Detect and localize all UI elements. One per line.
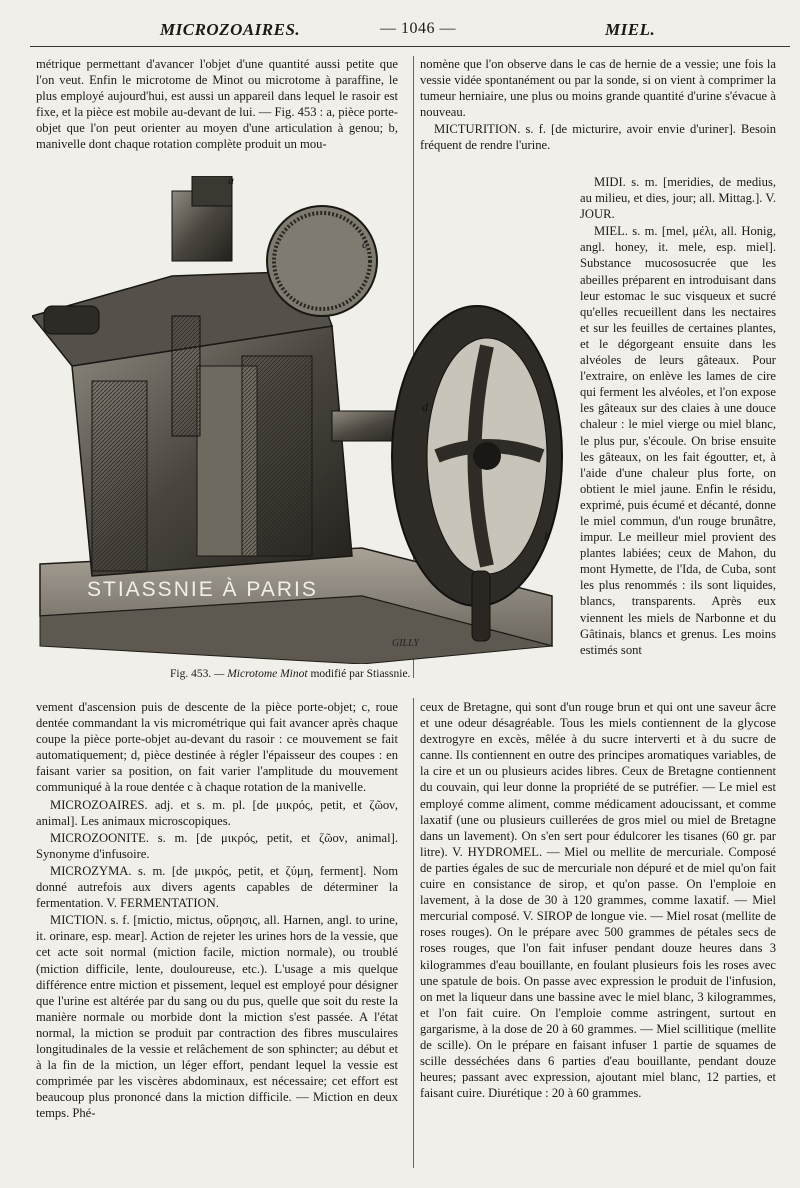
entry-miel: MIEL. s. m. [mel, μέλι, all. Honig, angl. honey, it. mele, esp. miel]. Substance mucososucrée que les abeilles préparent en introduisant dans leur estomac le suc visqueux et sucré qu'elles recueillent dans les nectaires et sur les feuilles de certaines plantes, et le dégorgeant ensuite dans les alvéoles de leurs gâteaux. Pour l'extraire, on enlève les lames de cire qui ferment les alvéoles, et l'on expose les gâteaux sur des claies à une douce chaleur : le miel vierge ou miel blanc, le plus pur, s'écoule. On brise ensuite les gâteaux, on les fait égoutter, et, à l'aide d'une chaleur plus forte, on obtient le miel jaune. Enfin le résidu, exprimé, puis écumé et décanté, donne le miel commun, d'un rouge brunâtre, impur. Le meilleur miel provient des plantes labiées; ceux de Mahon, du mont Hymette, de l'Ida, de Cuba, sont les plus renommés : ils sont liquides, blancs, transparents. Après eux viennent les miels de Narbonne et du Gâtinais, blancs et grenus. Les moins estimés sont (580, 224, 776, 657)
caption-rest: modifié par Stiassnie. (310, 668, 411, 680)
right-column-beside-figure (580, 174, 776, 658)
entry-microzoonite: MICROZOONITE. s. m. [de μικρός, petit, et ζῶον, animal]. Synonyme d'infusoire. (36, 830, 398, 861)
caption-number: Fig. 453. (170, 668, 212, 680)
paragraph: nomène que l'on observe dans le cas de hernie de a vessie; une fois la vessie vidée spontanément ou par la sonde, si on vient à comprimer la tumeur herniaire, une plus ou moins grande quantité d'urine s'évacue à nouveau. (420, 57, 776, 120)
entry-micturition (420, 121, 776, 153)
caption-title: — Microtome Minot (214, 668, 308, 680)
entry-midi: MIDI. s. m. [meridies, de medius, au milieu, et dies, jour; all. Mittag.]. V. JOUR. (580, 175, 776, 222)
right-column-top-narrow (420, 56, 776, 154)
column-divider-lower (413, 698, 414, 1168)
left-column-bottom (36, 699, 398, 1121)
figure-letter-c: c (362, 237, 368, 251)
header-rule (30, 46, 790, 47)
figure-letter-a: a (228, 176, 234, 187)
figure-letter-b: b (544, 529, 550, 543)
paragraph: métrique permettant d'avancer l'objet d'une quantité aussi petite que l'on veut. Enfin le microtome de Minot ou microtome à paraffine, le plus employé aujourd'hui, est aussi un appareil dans lequel le rasoir est fixe, et la pièce est mobile au-devant de lui. — Fig. 453 : a, pièce porte-objet que l'on peut orienter au moyen d'une articulation à genou; b, manivelle dont chaque rotation complète produit un mou- (36, 57, 398, 152)
paragraph: ceux de Bretagne, qui sont d'un rouge brun et qui ont une saveur âcre et une odeur désagréable. Tous les miels contiennent de la glycose dextrogyre en excès, mêlée à du sucre interverti et à du sucre de canne. Ils contiennent en outre des principes aromatiques variables, de la cire et un ou plusieurs acides libres. Ceux de Bretagne contiennent du couvain, qui leur donne la propriété de se putréfier. — Le miel est employé comme aliment, comme médicament adoucissant, et comme laxatif (une ou plusieurs cuillerées de gros miel ou miel de Bretagne dans un lavement). On s'en sert pour édulcorer les tisanes (60 gr. par litre). V. HYDROMEL. — Miel ou mellite de mercuriale. Composé de parties égales de suc de mercuriale non dépuré et de miel qu'on fait cuire en consistance de sirop, et qu'on passe. On l'emploie en lavement, à la dose de 30 à 120 grammes, comme laxatif. — Miel mercurial composé. V. SIROP de longue vie. — Miel rosat (mellite de roses rouges). On le prépare avec 500 grammes de pétales secs de roses rouges, que l'on fait infuser pendant douze heures dans 3 kilogrammes d'eau bouillante, en foulant plusieurs fois les roses avec une spatule de bois. On passe avec expression le produit de l'infusion, on met la liqueur dans une bassine avec le miel blanc, 3 kilogrammes, et l'on fait cuire. On l'emploie comme astringent, surtout en gargarisme, à la dose de 20 à 60 grammes. — Miel scillitique (mellite de scille). On le prépare en faisant infuser 1 partie de squames de scille desséchées dans 6 parties d'eau bouillante, pendant douze heures; passant avec expression, ajoutant miel blanc, 12 parties, et faisant cuire. Diurétique : 20 à 60 grammes. (420, 700, 776, 1101)
header-left-word: MICROZOAIRES. (160, 20, 301, 39)
header-right-word: MIEL. (605, 20, 656, 39)
engraver-signature: GILLY (392, 638, 420, 649)
page-number: — 1046 — (380, 20, 456, 37)
running-header (30, 20, 790, 46)
entry-miction: MICTION. s. f. [mictio, mictus, οὔρησις, all. Harnen, angl. to urine, it. orinare, esp. mear]. Action de rejeter les urines hors de la vessie, que cet acte soit normal (miction facile, miction normale), ou troublé (miction difficile, lente, douloureuse, etc.). L'usage a mis quelque différence entre miction et pissement, lequel est employé pour désigner que l'urine est altérée par du sang ou du pus, quelle que soit du reste la manière normale ou morbide dont la miction s'est passée. A l'état normal, la miction se produit par contraction des fibres musculaires longitudinales de la vessie et relâchement de son sphincter; au début et à la fin de la miction, un léger effort, pendant lequel la vessie est comprimée par les viscères abdominaux, est nécessaire; cet effort est beaucoup plus prononcé dans la miction difficile. — Miction en deux temps. Phé- (36, 913, 398, 1121)
entry-microzoaires: MICROZOAIRES. adj. et s. m. pl. [de μικρός, petit, et ζῶον, animal]. Les animaux microscopiques. (36, 797, 398, 828)
figure-caption (170, 668, 410, 680)
right-column-bottom (420, 699, 776, 1101)
microtome-illustration (32, 176, 577, 664)
plate-inscription: STIASSNIE À PARIS (87, 578, 318, 601)
paragraph: vement d'ascension puis de descente de la pièce porte-objet; c, roue dentée commandant la vis micrométrique qui fait avancer après chaque coupe la pièce porte-objet au-devant du rasoir : ce mouvement se fait automatiquement; d, pièce destinée à régler l'épaisseur des coupes : en faisant varier sa position, on fait varier l'amplitude du mouvement communiqué à la roue dentée c à chaque rotation de la manivelle. (36, 700, 398, 795)
left-column-top (36, 56, 398, 153)
entry-text: MICTURITION. s. f. [de micturire, avoir envie d'uriner]. Besoin fréquent de rendre l'urine. (420, 122, 776, 153)
entry-microzyma: MICROZYMA. s. m. [de μικρός, petit, et ζύμη, ferment]. Nom donné autrefois aux divers agents capables de déterminer la fermentation. V. FERMENTATION. (36, 863, 398, 911)
figure-letter-d: d (422, 400, 428, 414)
